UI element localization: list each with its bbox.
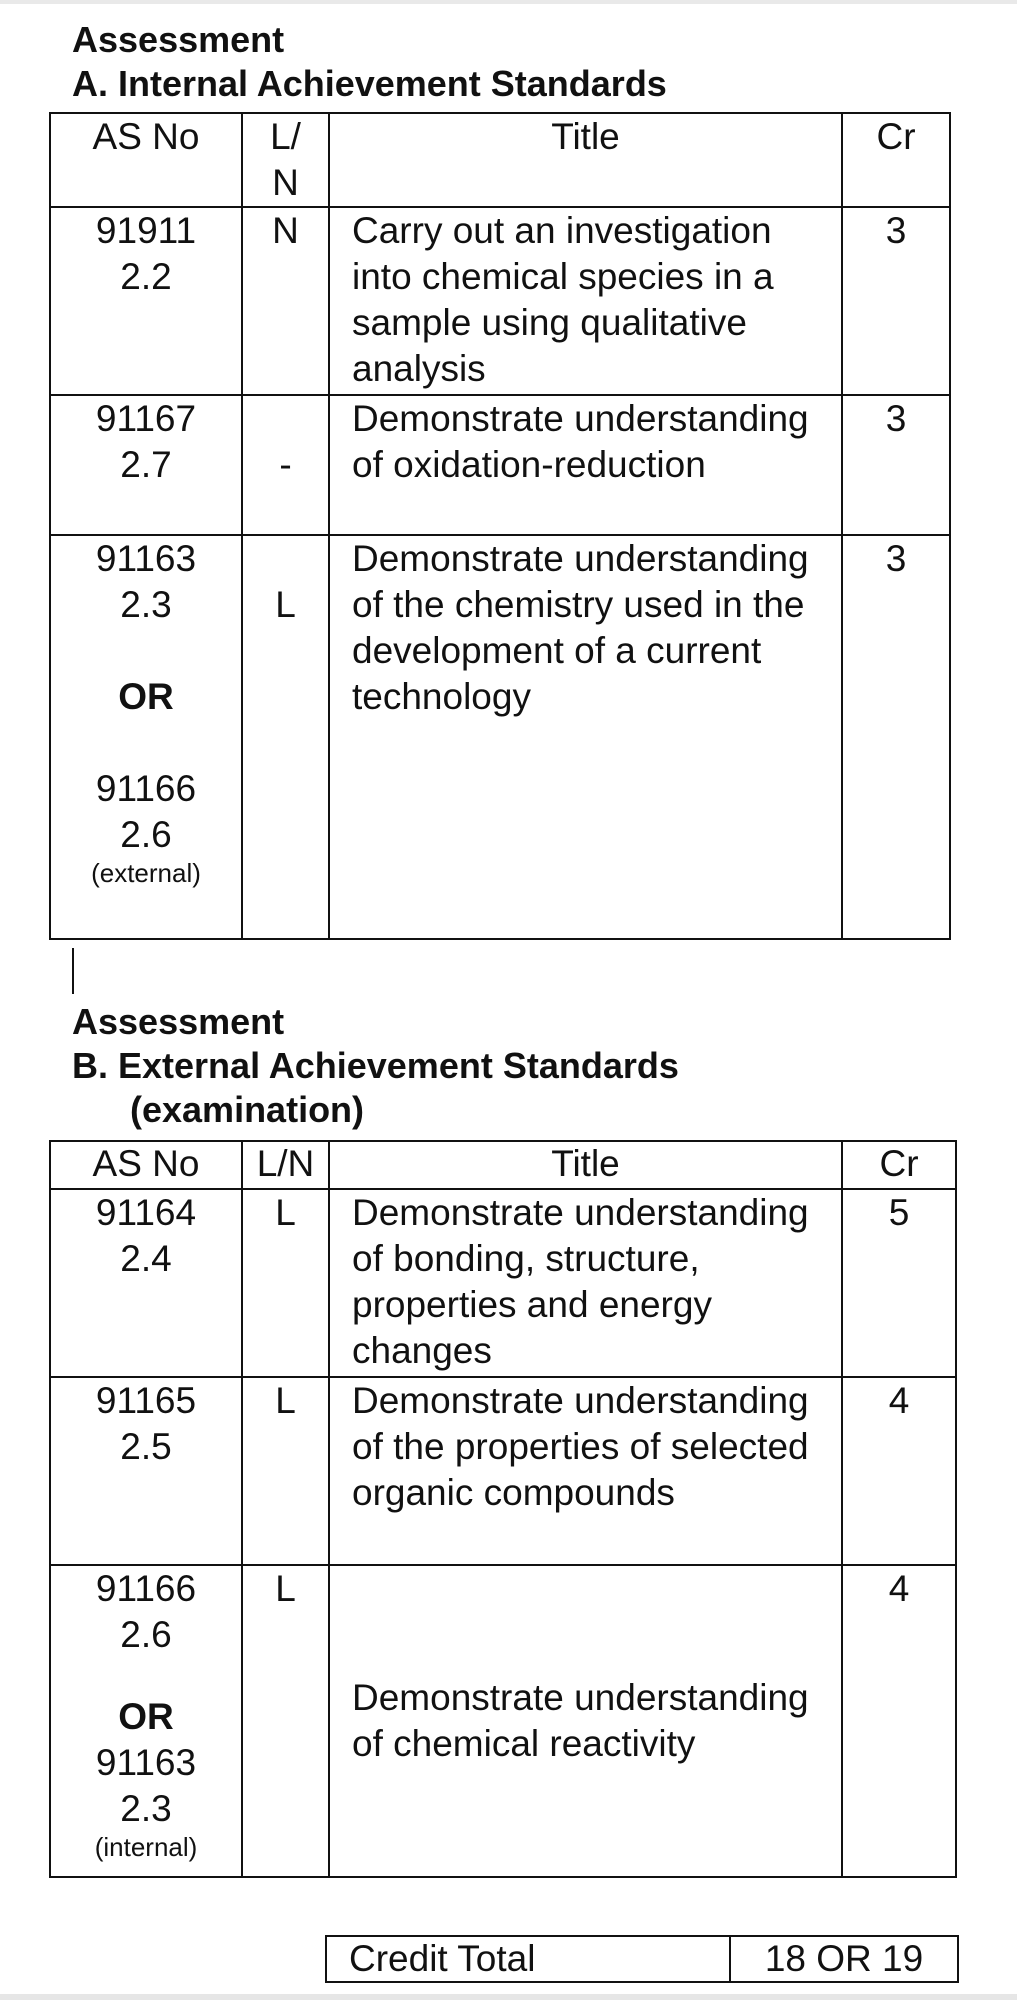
top-edge [0, 0, 1017, 4]
title-cell: Demonstrate understanding of the chemistry used in the development of a current technology [329, 535, 842, 939]
ln-cell: L [242, 1377, 329, 1565]
col-header-cr: Cr [842, 1141, 956, 1189]
as-no-cell [50, 535, 242, 939]
section-b-heading-line1: Assessment [72, 1001, 285, 1042]
table-header-row [50, 113, 950, 207]
assessment-note: (internal) [94, 1832, 198, 1862]
table-row [50, 207, 950, 395]
credits-cell: 4 [842, 1377, 956, 1565]
as-sub-number: 2.3 [120, 584, 172, 625]
table-row [50, 1189, 956, 1377]
col-header-title: Title [329, 113, 842, 207]
credit-total-value: 18 OR 19 [730, 1936, 958, 1982]
credit-total-label: Credit Total [326, 1936, 730, 1982]
section-a-heading-line2: A. Internal Achievement Standards [72, 63, 667, 104]
title-cell: Demonstrate understanding of oxidation-reduction [329, 395, 842, 535]
ln-cell: L [242, 1189, 329, 1377]
alt-as-sub-number: 2.6 [120, 814, 172, 855]
table-row [50, 395, 950, 535]
ln-cell: - [242, 395, 329, 535]
credits-cell: 5 [842, 1189, 956, 1377]
as-number: 91163 [95, 538, 197, 579]
bottom-edge [0, 1994, 1017, 2000]
title-cell: Demonstrate understanding of the properties of selected organic compounds [329, 1377, 842, 1565]
table-row [50, 1565, 956, 1877]
col-header-cr: Cr [842, 113, 950, 207]
col-header-ln-line2: N [272, 162, 299, 203]
section-b-heading-line2: B. External Achievement Standards [72, 1045, 679, 1086]
as-number: 91166 [95, 1568, 197, 1609]
col-header-ln: L/N [242, 1141, 329, 1189]
col-header-ln [242, 113, 329, 207]
ln-cell: L [242, 1565, 329, 1877]
section-b-heading [72, 1000, 679, 1132]
as-number: 91165 [95, 1380, 197, 1421]
section-a-heading [72, 18, 667, 106]
credits-cell: 3 [842, 207, 950, 395]
col-header-ln-line1: L/ [270, 116, 301, 157]
table-row [50, 535, 950, 939]
as-no-cell [50, 1377, 242, 1565]
as-sub-number: 2.7 [120, 444, 172, 485]
credits-cell: 4 [842, 1565, 956, 1877]
as-number: 91911 [95, 210, 197, 251]
title-cell: Demonstrate understanding of chemical reactivity [329, 1565, 842, 1877]
alt-as-number: 91163 [95, 1742, 197, 1783]
table-header-row [50, 1141, 956, 1189]
as-sub-number: 2.5 [120, 1426, 172, 1467]
col-header-title: Title [329, 1141, 842, 1189]
section-b-heading-line3: (examination) [130, 1089, 365, 1130]
as-no-cell [50, 395, 242, 535]
as-sub-number: 2.2 [120, 256, 172, 297]
credit-total-row [326, 1936, 958, 1982]
as-sub-number: 2.6 [120, 1614, 172, 1655]
credits-cell: 3 [842, 395, 950, 535]
ln-cell: N [242, 207, 329, 395]
assessment-note: (external) [91, 858, 201, 888]
alt-as-number: 91166 [95, 768, 197, 809]
text-cursor [72, 948, 74, 994]
alt-as-sub-number: 2.3 [120, 1788, 172, 1829]
section-a-heading-line1: Assessment [72, 19, 285, 60]
as-no-cell [50, 207, 242, 395]
col-header-as-no: AS No [50, 113, 242, 207]
or-label: OR [118, 1696, 174, 1737]
as-sub-number: 2.4 [120, 1238, 172, 1279]
col-header-as-no: AS No [50, 1141, 242, 1189]
credit-total-table [325, 1935, 959, 1983]
credits-cell: 3 [842, 535, 950, 939]
internal-standards-table [49, 112, 951, 940]
as-no-cell [50, 1565, 242, 1877]
or-label: OR [118, 676, 174, 717]
external-standards-table [49, 1140, 957, 1878]
as-number: 91164 [95, 1192, 197, 1233]
as-number: 91167 [95, 398, 197, 439]
ln-cell: L [242, 535, 329, 939]
title-cell: Demonstrate understanding of bonding, structure, properties and energy changes [329, 1189, 842, 1377]
title-cell: Carry out an investigation into chemical species in a sample using qualitative analysis [329, 207, 842, 395]
table-row [50, 1377, 956, 1565]
as-no-cell [50, 1189, 242, 1377]
